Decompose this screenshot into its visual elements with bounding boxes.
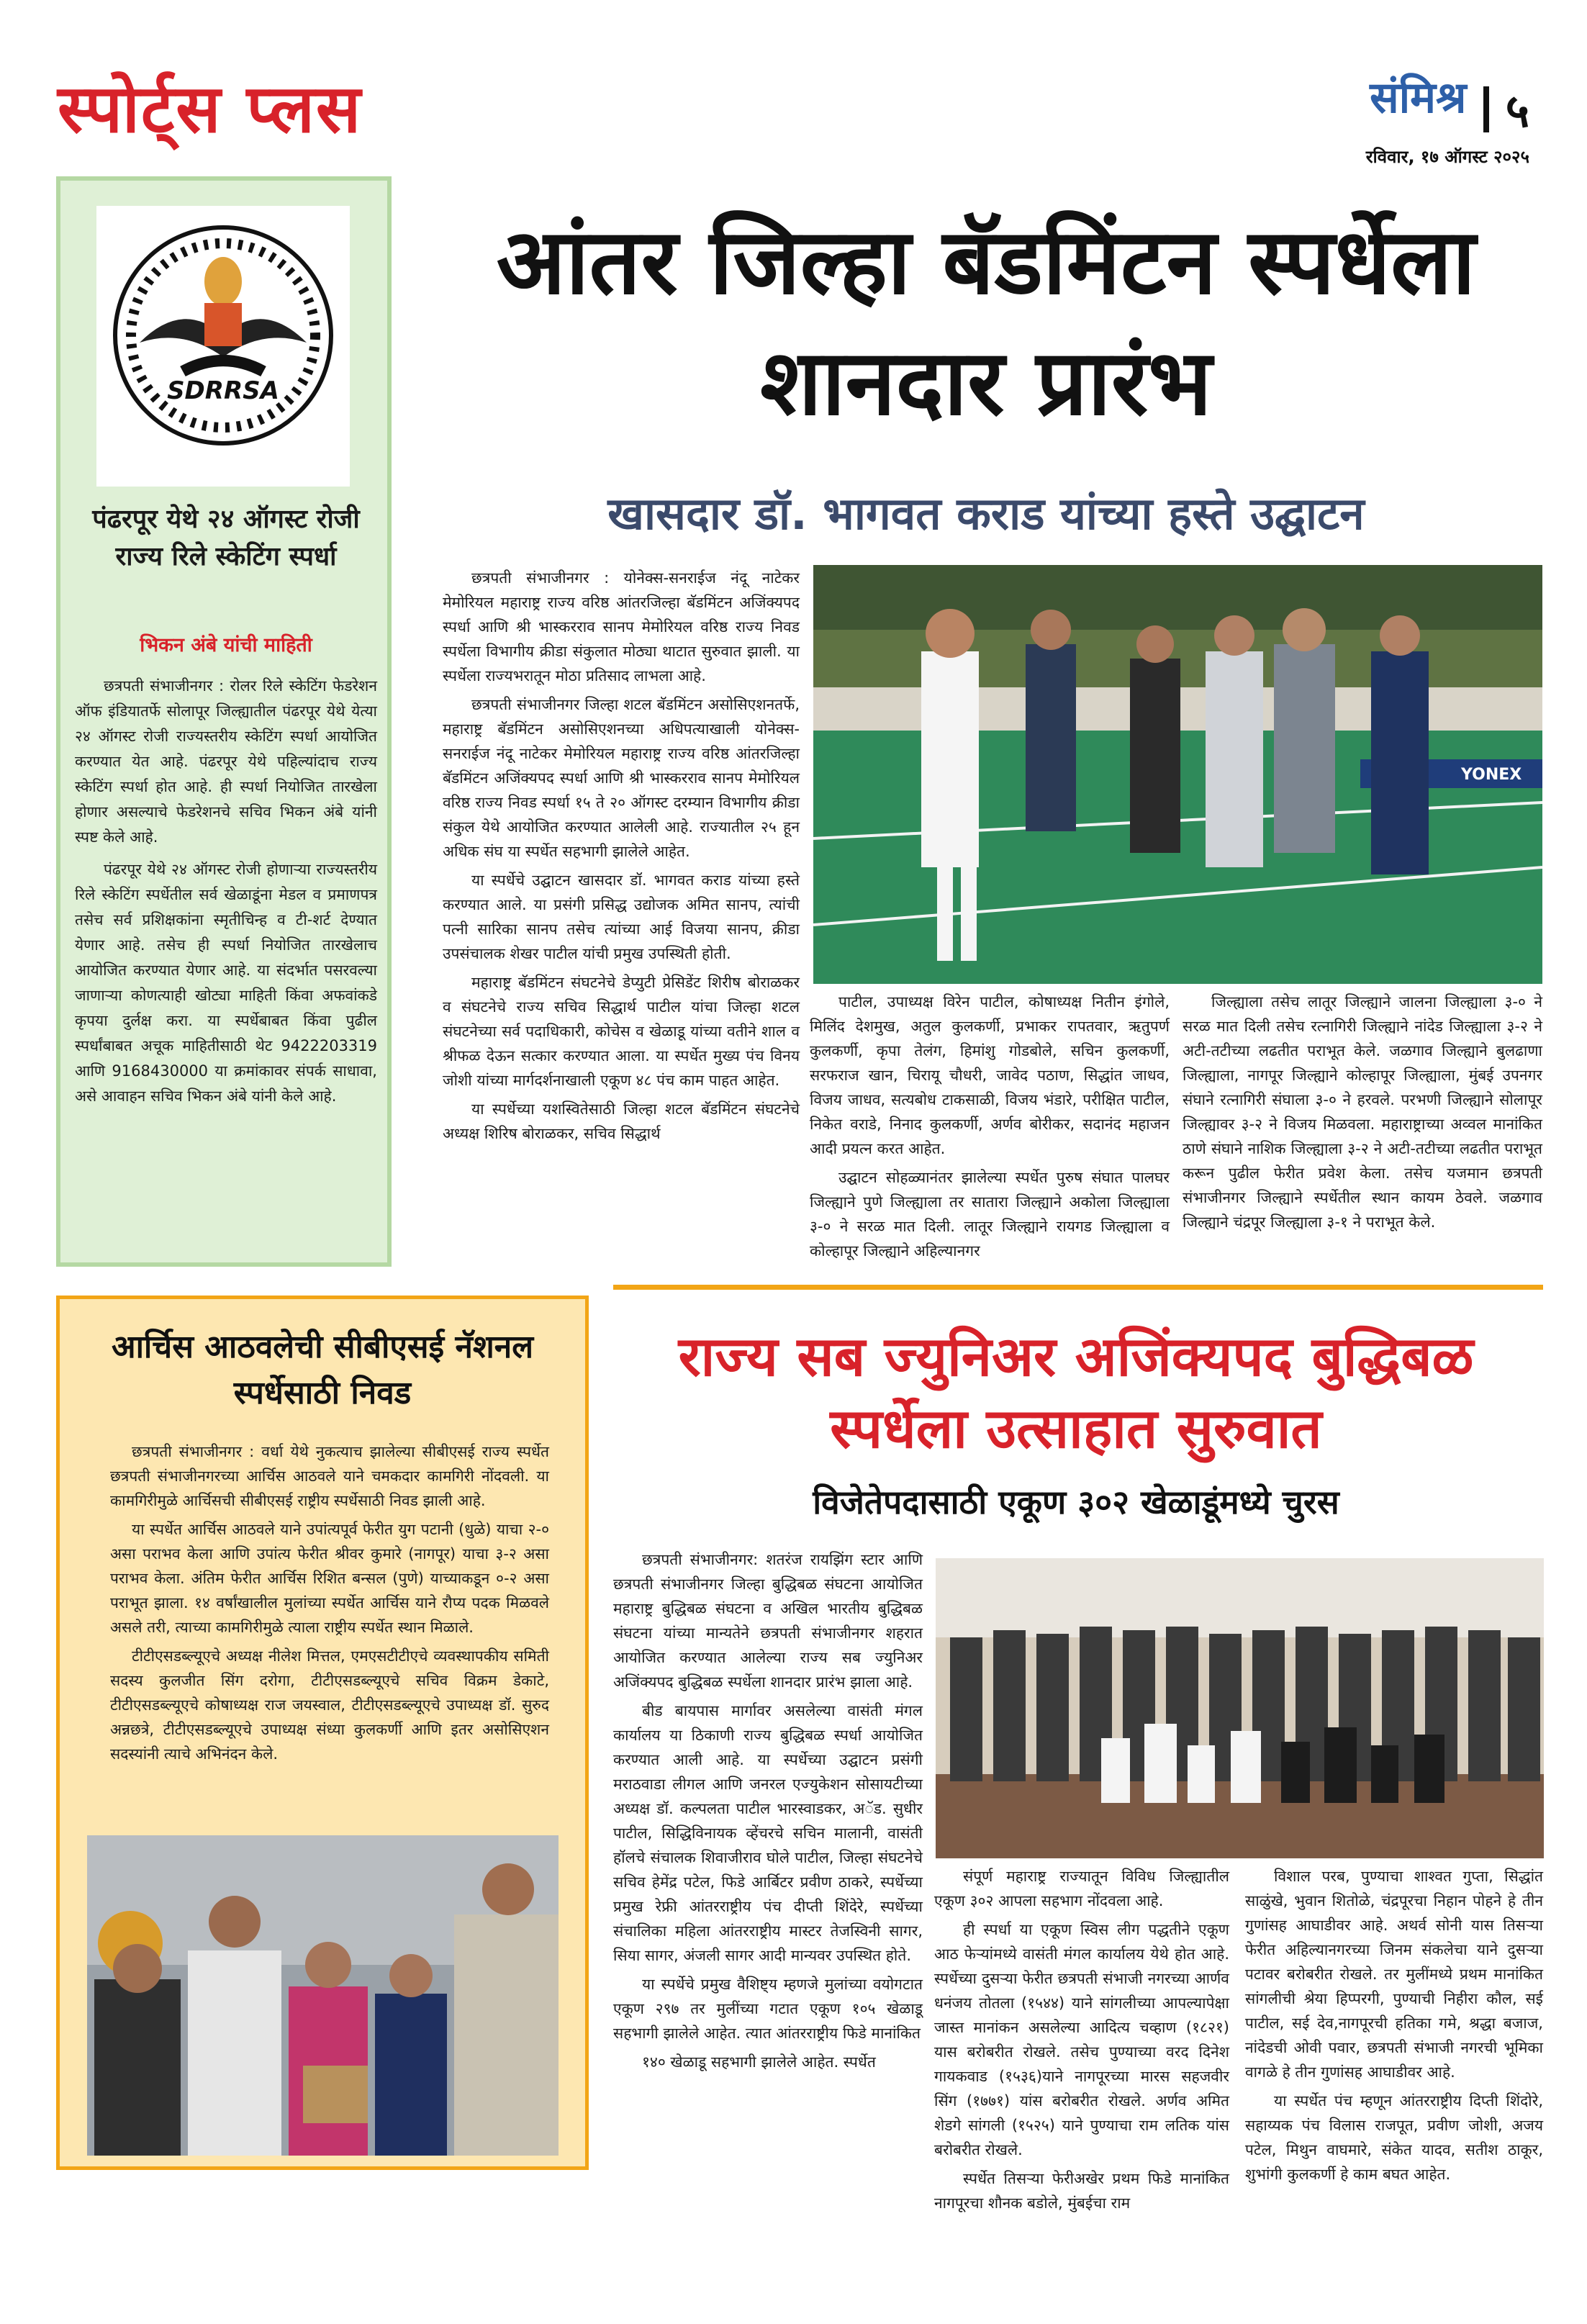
logo-text: SDRRSA: [167, 376, 279, 405]
section-header: [1366, 66, 1529, 168]
main-headline: आंतर जिल्हा बॅडमिंटन स्पर्धेला शानदार प्रारंभ: [496, 209, 1476, 435]
article-paragraph: विशाल परब, पुण्याचा शाश्वत गुप्ता, सिद्धांत साळुंखे, भुवान शितोळे, चंद्रपूरचा निहान पोहने हे तीन गुणांसह आघाडीवर आहे. अथर्व सोनी यास तिसऱ्या फेरीत अहिल्यानगरच्या जिनम संकलेचा याने दुसऱ्या पटावर बरोबरीत रोखले. तर मुलींमध्ये प्रथम मानांकित सांगलीची श्रेया हिप्परगी, पुण्याची निहीरा कौल, सई पाटील, सई देव,नागपूरची हतिका गमे, श्रद्धा बजाज, नांदेडची ओवी पवार, छत्रपती संभाजी नगरची भूमिका वागळे हे तीन गुणांसह आघाडीवर आहे.: [1245, 1868, 1543, 2081]
sidebar-title: पंढरपूर येथे २४ ऑगस्ट रोजी राज्य रिले स्केटिंग स्पर्धा: [92, 505, 360, 571]
archis-photo: [87, 1835, 559, 2156]
chess-subhead: विजेतेपदासाठी एकूण ३०२ खेळाडूंमध्ये चुरस: [813, 1483, 1339, 1522]
main-subhead: खासदार डॉ. भागवत कराड यांच्या हस्ते उद्घाटन: [607, 487, 1365, 540]
chess-column-1: [613, 1547, 923, 2079]
article-paragraph: या स्पर्धेचे उद्घाटन खासदार डॉ. भागवत कराड यांच्या हस्ते करण्यात आले. या प्रसंगी प्रसिद्ध उद्योजक अमित सानप, त्यांची पत्नी सारिका सानप तसेच त्यांच्या आई विजया सानप, क्रीडा उपसंचालक शेखर पाटील यांची प्रमुख उपस्थिती होती.: [443, 872, 800, 962]
main-column-3: [1183, 990, 1542, 1239]
archis-body: [110, 1439, 549, 1771]
main-column-1: [443, 566, 800, 1150]
archis-paragraph: टीटीएसडब्ल्यूएचे अध्यक्ष नीलेश मित्तल, एमएसटीटीएचे व्यवस्थापकीय समिती सदस्य कुलजीत सिंग दरोगा, टीटीएसडब्ल्यूएचे सचिव विक्रम डेकाटे, टीटीएसडब्ल्यूएचे कोषाध्यक्ष राज जयस्वाल, टीटीएसडब्ल्यूएचे उपाध्यक्ष डॉ. सुरुद अन्नछत्रे, टीटीएसडब्ल्यूएचे उपाध्यक्ष संध्या कुलकर्णी आणि इतर असोसिएशन सदस्यांनी त्याचे अभिनंदन केले.: [110, 1647, 549, 1763]
issue-date: रविवार, १७ ऑगस्ट २०२५: [1365, 147, 1529, 167]
archis-paragraph: या स्पर्धेत आर्चिस आठवले याने उपांत्यपूर्व फेरीत युग पटानी (धुळे) याचा २-० असा पराभव केला आणि उपांत्य फेरीत श्रीवर कुमारे (नागपूर) याचा ३-२ असा पराभव केला. अंतिम फेरीत आर्चिस रिशित बन्सल (पुणे) याच्याकडून ०-२ असा पराभूत झाला. १४ वर्षांखालील मुलांच्या स्पर्धेत आर्चिस याने रौप्य पदक मिळवले असले तरी, त्याच्या कामगिरीमुळे त्याला राष्ट्रीय स्पर्धेत स्थान मिळाले.: [110, 1521, 549, 1636]
section-name: संमिश्र: [1370, 73, 1467, 123]
badminton-photo: [813, 565, 1542, 984]
sidebar-subtitle: भिकन अंबे यांची माहिती: [140, 634, 312, 656]
article-paragraph: छत्रपती संभाजीनगर: शतरंज रायझिंग स्टार आणि छत्रपती संभाजीनगर जिल्हा बुद्धिबळ संघटना आयोजित महाराष्ट्र बुद्धिबळ संघटना व अखिल भारतीय बुद्धिबळ संघटना यांच्या मान्यतेने छत्रपती संभाजीनगर शहरात आयोजित करण्यात आलेल्या राज्य सब ज्युनिअर अजिंक्यपद बुद्धिबळ स्पर्धेला शानदार प्रारंभ झाला आहे.: [613, 1551, 923, 1691]
sidebar-paragraph: पंढरपूर येथे २४ ऑगस्ट रोजी होणाऱ्या राज्यस्तरीय रिले स्केटिंग स्पर्धेतील सर्व खेळाडूंना मेडल व प्रमाणपत्र तसेच सर्व प्रशिक्षकांना स्मृतीचिन्ह व टी-शर्ट देण्यात येणार आहे. तसेच ही स्पर्धा नियोजित तारखेलाच आयोजित करण्यात येणार आहे. या संदर्भात पसरवल्या जाणाऱ्या कोणत्याही खोट्या माहिती किंवा अफवांकडे कृपया दुर्लक्ष करा. या स्पर्धेबाबत किंवा पुढील स्पर्धांबाबत अचूक माहितीसाठी थेट 9422203319 आणि 9168430000 या क्रमांकावर संपर्क साधावा, असे आवाहन सचिव भिकन अंबे यांनी केले आहे.: [75, 861, 377, 1105]
article-paragraph: स्पर्धेत तिसऱ्या फेरीअखेर प्रथम फिडे मानांकित नागपूरचा शौनक बडोले, मुंबईचा राम: [934, 2170, 1229, 2212]
article-paragraph: छत्रपती संभाजीनगर : योनेक्स-सनराईज नंदू नाटेकर मेमोरियल महाराष्ट्र राज्य वरिष्ठ आंतरजिल्हा बॅडमिंटन अजिंक्यपद स्पर्धा आणि श्री भास्करराव सानप मेमोरियल वरिष्ठ राज्य निवड स्पर्धेला विभागीय क्रीडा संकुलात मोठ्या थाटात सुरुवात झाली. या स्पर्धेला राज्यभरातून मोठा प्रतिसाद लाभला आहे.: [443, 569, 800, 684]
article-paragraph: या स्पर्धेत पंच म्हणून आंतरराष्ट्रीय दिप्ती शिंदोरे, सहाय्यक पंच विलास राजपूत, प्रवीण जोशी, अजय पटेल, मिथुन वाघमारे, संकेत यादव, सतीश ठाकूर, शुभांगी कुलकर्णी हे काम बघत आहेत.: [1245, 2092, 1543, 2183]
yonex-banner-text: YONEX: [1461, 766, 1522, 784]
chess-column-3: [1245, 1864, 1543, 2191]
article-paragraph: १४० खेळाडू सहभागी झालेले आहेत. स्पर्धेत: [642, 2053, 876, 2071]
article-paragraph: संपूर्ण महाराष्ट्र राज्यातून विविध जिल्ह्यातील एकूण ३०२ आपला सहभाग नोंदवला आहे.: [934, 1868, 1229, 1909]
chess-headline: राज्य सब ज्युनिअर अजिंक्यपद बुद्धिबळ स्पर्धेला उत्साहात सुरुवात: [678, 1324, 1474, 1460]
article-paragraph: छत्रपती संभाजीनगर जिल्हा शटल बॅडमिंटन असोसिएशनतर्फे, महाराष्ट्र बॅडमिंटन असोसिएशनच्या अधिपत्याखाली योनेक्स-सनराईज नंदू नाटेकर मेमोरियल महाराष्ट्र राज्य वरिष्ठ आंतरजिल्हा बॅडमिंटन अजिंक्यपद स्पर्धा आणि श्री भास्करराव सानप मेमोरियल वरिष्ठ राज्य निवड स्पर्धा १५ ते २० ऑगस्ट दरम्यान विभागीय क्रीडा संकुल येथे आयोजित करण्यात आलेली आहे. राज्यातील २५ हून अधिक संघ या स्पर्धेत सहभागी झालेले आहेत.: [443, 696, 800, 860]
chess-photo: [936, 1558, 1544, 1858]
section-divider: [613, 1285, 1543, 1290]
sidebar-body: [75, 674, 377, 1116]
article-paragraph: बीड बायपास मार्गावर असलेल्या वासंती मंगल कार्यालय या ठिकाणी राज्य बुद्धिबळ स्पर्धा आयोजित करण्यात आली आहे. या स्पर्धेच्या उद्घाटन प्रसंगी मराठवाडा लीगल आणि जनरल एज्युकेशन सोसायटीच्या अध्यक्ष डॉ. कल्पलता पाटील भारस्वाडकर, अॅड. सुधीर पाटील, सिद्धिविनायक व्हेंचरचे सचिन मालानी, वासंती हॉलचे संचालक शिवाजीराव घोले पाटील, जिल्हा संघटनेचे सचिव हेमेंद्र पटेल, फिडे आर्बिटर प्रवीण ठाकरे, स्पर्धेच्या प्रमुख रेफ्री आंतरराष्ट्रीय पंच दीप्ती शिंदेरे, स्पर्धेच्या संचालिका महिला आंतरराष्ट्रीय मास्टर तेजस्विनी सागर, सिया सागर, अंजली सागर आदी मान्यवर उपस्थित होते.: [613, 1702, 923, 1964]
main-column-2: [810, 990, 1170, 1267]
article-paragraph: ही स्पर्धा या एकूण स्विस लीग पद्धतीने एकूण आठ फेऱ्यांमध्ये वासंती मंगल कार्यालय येथे होत आहे. स्पर्धेच्या दुसऱ्या फेरीत छत्रपती संभाजी नगरच्या आर्णव धनंजय तोतला (१५४४) याने सांगलीच्या आपल्यापेक्षा जास्त मानांकन असलेल्या आदित्य चव्हाण (१८२१) यास बरोबरीत रोखले. तसेच पुण्याच्या वरद दिनेश गायकवाड (१५३६)याने नागपूरच्या मारस सहजवीर सिंग (१७७१) यांस बरोबरीत रोखले. अर्णव अमित शेडगे सांगली (१५२५) याने पुण्याचा राम लतिक यांस बरोबरीत रोखले.: [934, 1921, 1229, 2158]
skating-sidebar: [56, 176, 392, 1267]
divider-bar: [1483, 86, 1489, 132]
sdrrsa-logo: [96, 206, 350, 487]
sidebar-paragraph: छत्रपती संभाजीनगर : रोलर रिले स्केटिंग फेडरेशन ऑफ इंडियातर्फे सोलापूर जिल्ह्यातील पंढरपूर येथे येत्या २४ ऑगस्ट रोजी राज्यस्तरीय स्केटिंग स्पर्धा आयोजित करण्यात येत आहे. पंढरपूर येथे पहिल्यांदाच राज्य स्केटिंग स्पर्धा होत आहे. ही स्पर्धा नियोजित तारखेला होणार असल्याचे फेडरेशनचे सचिव भिकन अंबे यांनी स्पष्ट केले आहे.: [75, 677, 377, 846]
archis-title: आर्चिस आठवलेची सीबीएसई नॅशनल स्पर्धेसाठी निवड: [111, 1329, 534, 1411]
article-paragraph: पाटील, उपाध्यक्ष विरेन पाटील, कोषाध्यक्ष नितीन इंगोले, मिलिंद देशमुख, अतुल कुलकर्णी, प्रभाकर रापतवार, ऋतुपर्ण कुलकर्णी, कृपा तेलंग, हिमांशु गोडबोले, सचिन कुलकर्णी, सरफराज खान, चिरायू चौधरी, जावेद पठाण, सिद्धांत जाधव, विजय जाधव, सत्यबोध टाकसाळी, विजय भंडारे, परीक्षित पाटील, निकेत वराडे, निनाद कुलकर्णी, अर्णव बोरीकर, सदानंद महाजन आदी प्रयत्न करत आहेत.: [810, 993, 1170, 1157]
page-number: ५: [1505, 85, 1529, 138]
archis-box: [56, 1296, 589, 2170]
masthead: स्पोर्ट्स प्लस: [58, 71, 363, 148]
article-paragraph: जिल्ह्याला तसेच लातूर जिल्ह्याने जालना जिल्ह्याला ३-० ने सरळ मात दिली तसेच रत्नागिरी जिल्ह्याने नांदेड जिल्ह्याला ३-२ ने अटी-तटीच्या लढतीत पराभूत केले. जळगाव जिल्ह्याने बुलढाणा जिल्ह्याला, नागपूर जिल्ह्याने कोल्हापूर जिल्ह्याला, मुंबई उपनगर संघाने रत्नागिरी संघाला ३-० ने हरवले. परभणी जिल्ह्याने सोलापूर जिल्ह्यावर ३-२ ने विजय मिळवला. महाराष्ट्राच्या अव्वल मानांकित ठाणे संघाने नाशिक जिल्ह्याला ३-२ ने अटी-तटीच्या लढतीत पराभूत करून पुढील फेरीत प्रवेश केला. तसेच यजमान छत्रपती संभाजीनगर जिल्ह्याने स्पर्धेतील स्थान कायम ठेवले. जळगाव जिल्ह्याने चंद्रपूर जिल्ह्याला ३-१ ने पराभूत केले.: [1183, 993, 1542, 1231]
article-paragraph: महाराष्ट्र बॅडमिंटन संघटनेचे डेप्युटी प्रेसिडेंट शिरीष बोराळकर व संघटनेचे राज्य सचिव सिद्धार्थ पाटील यांचा जिल्हा शटल संघटनेच्या सर्व पदाधिकारी, कोचेस व खेळाडू यांच्या वतीने शाल व श्रीफळ देऊन सत्कार करण्यात आला. या स्पर्धेत मुख्य पंच विनय जोशी यांच्या मार्गदर्शनाखाली एकूण ४८ पंच काम पाहत आहेत.: [443, 974, 800, 1089]
article-paragraph: या स्पर्धेच्या यशस्वितेसाठी जिल्हा शटल बॅडमिंटन संघटनेचे अध्यक्ष शिरिष बोराळकर, सचिव सिद्धार्थ: [443, 1100, 800, 1142]
article-paragraph: उद्घाटन सोहळ्यानंतर झालेल्या स्पर्धेत पुरुष संघात पालघर जिल्ह्याने पुणे जिल्ह्याला तर सातारा जिल्ह्याने अकोला जिल्ह्याला ३-० ने सरळ मात दिली. लातूर जिल्ह्याने रायगड जिल्ह्याला व कोल्हापूर जिल्ह्याने अहिल्यानगर: [810, 1169, 1170, 1260]
chess-column-2: [934, 1864, 1229, 2220]
article-paragraph: या स्पर्धेचे प्रमुख वैशिष्ट्य म्हणजे मुलांच्या वयोगटात एकूण २९७ तर मुलींच्या गटात एकूण १०५ खेळाडू सहभागी झालेले आहेत. त्यात आंतरराष्ट्रीय फिडे मानांकित: [613, 1976, 923, 2042]
archis-paragraph: छत्रपती संभाजीनगर : वर्धा येथे नुकत्याच झालेल्या सीबीएसई राज्य स्पर्धेत छत्रपती संभाजीनगरच्या आर्चिस आठवले याने चमकदार कामगिरी नोंदवली. या कामगिरीमुळे आर्चिसची सीबीएसई राष्ट्रीय स्पर्धेसाठी निवड झाली आहे.: [110, 1443, 549, 1509]
